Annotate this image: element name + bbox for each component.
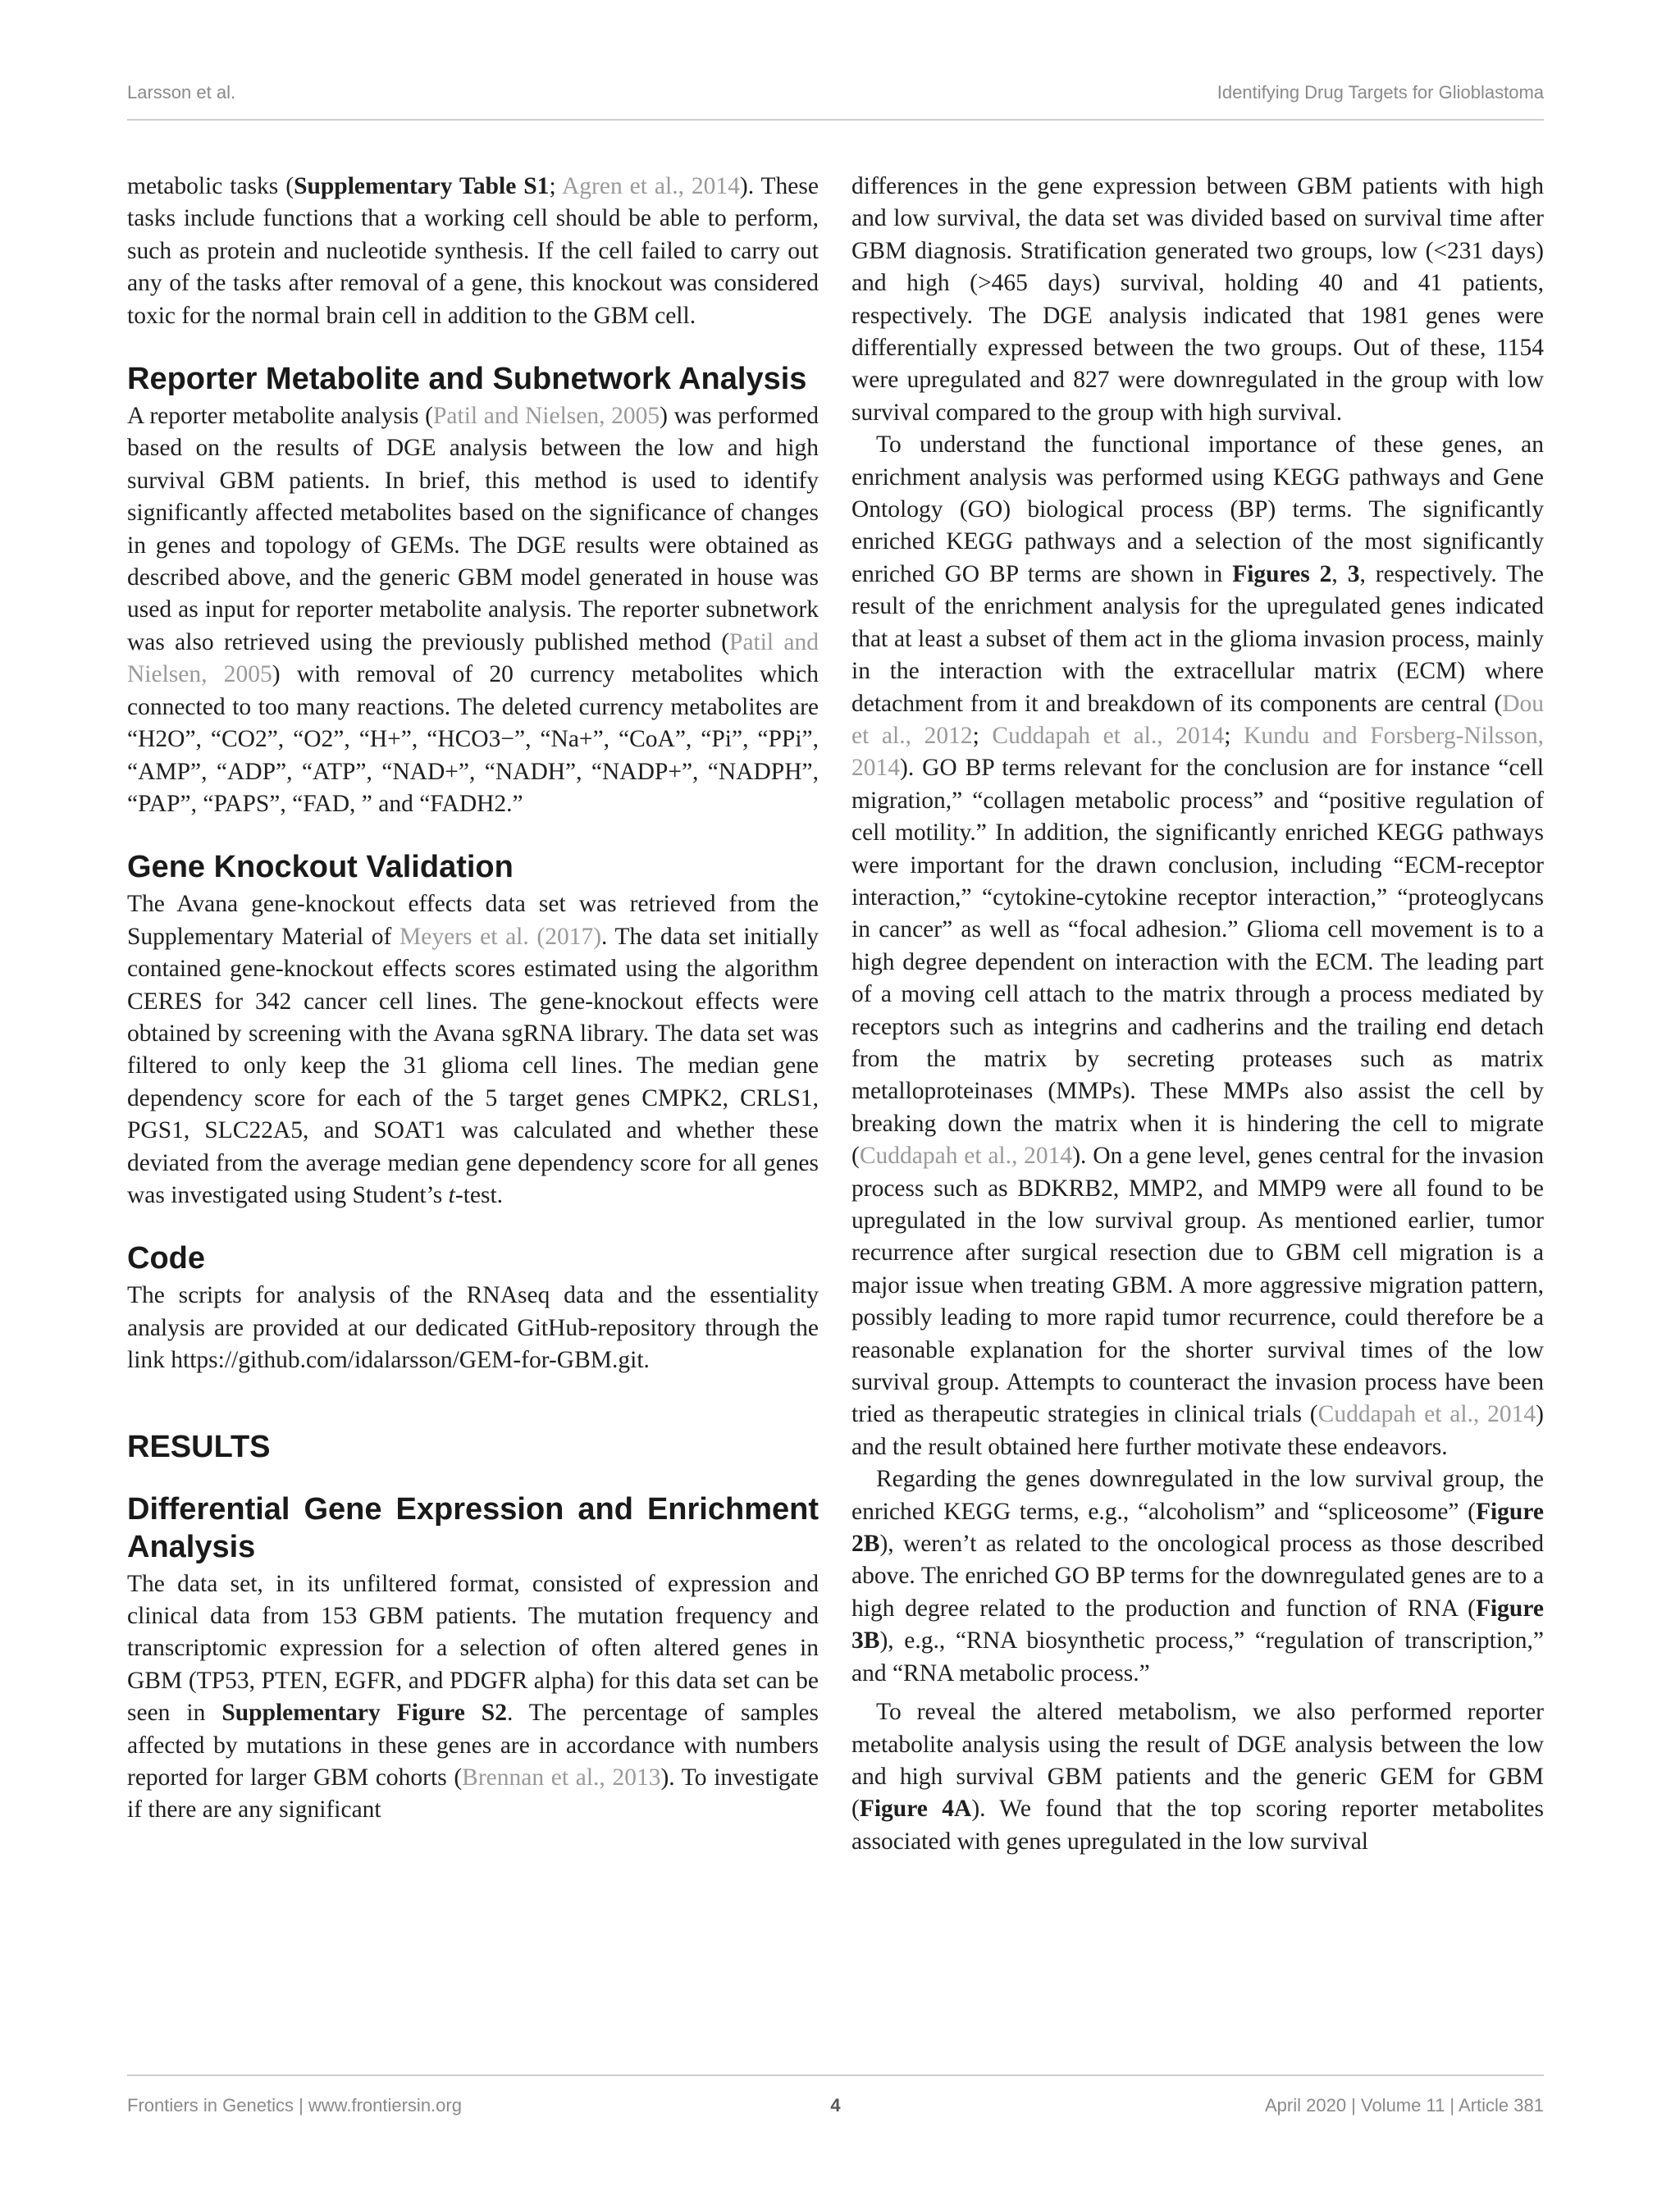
- github-link[interactable]: https://github.com/idalarsson/GEM-for-GBM.git: [171, 1347, 644, 1374]
- paragraph: The Avana gene-knockout effects data set was retrieved from the Supplementary Material of Meyers et al. (2017). The data set initially contained gene-knockout effects scores estimated using the algorithm CERES for 342 cancer cell lines. The gene-knockout effects were obtained by screening with the Avana sgRNA library. The data set was filtered to only keep the 31 glioma cell lines. The median gene dependency score for each of the 5 target genes CMPK2, CRLS1, PGS1, SLC22A5, and SOAT1 was calculated and whether these deviated from the average median gene dependency score for all genes was investigated using Student’s t-test.: [127, 891, 819, 1208]
- paragraph: differences in the gene expression between GBM patients with high and low survival, the data set was divided based on survival time after GBM diagnosis. Stratification generated two groups, low (<231 days) and high (>465 days) survival, holding 40 and 41 patients, respectively. The DGE analysis indicated that 1981 genes were differentially expressed between the two groups. Out of these, 1154 were upregulated and 827 were downregulated in the group with low survival compared to the group with high survival.: [851, 173, 1544, 426]
- header-rule: [127, 119, 1544, 121]
- paragraph: metabolic tasks (Supplementary Table S1; Agren et al., 2014). These tasks include functions that a working cell should be able to perform, such as protein and nucleotide synthesis. If the cell failed to carry out any of the tasks after removal of a gene, this knockout was considered toxic for the normal brain cell in addition to the GBM cell.: [127, 173, 819, 329]
- section-heading-knockout: Gene Knockout Validation: [127, 850, 514, 885]
- citation-link[interactable]: Patil and Nielsen, 2005: [433, 403, 660, 430]
- figure-ref[interactable]: Figures 2: [1232, 560, 1332, 587]
- figure-ref[interactable]: 3: [1347, 560, 1360, 587]
- paragraph: The scripts for analysis of the RNAseq data and the essentiality analysis are provided at our dedicated GitHub-repository through the link https://github.com/idalarsson/GEM-for-GBM.git.: [127, 1282, 819, 1374]
- header-authors: Larsson et al.: [127, 82, 236, 103]
- footer-journal[interactable]: Frontiers in Genetics | www.frontiersin.org: [127, 2095, 462, 2116]
- citation-link[interactable]: Cuddapah et al., 2014: [992, 722, 1225, 749]
- citation-link[interactable]: Brennan et al., 2013: [462, 1764, 661, 1791]
- paragraph: To understand the functional importance of these genes, an enrichment analysis was performed using KEGG pathways and Gene Ontology (GO) biological process (BP) terms. The significantly enriched KEGG pathways and a selection of the most significantly enriched GO BP terms are shown in Figures 2, 3, respectively. The result of the enrichment analysis for the upregulated genes indicated that at least a subset of them act in the glioma invasion process, mainly in the interaction with the extracellular matrix (ECM) where detachment from it and breakdown of its components are central (Dou et al., 2012; Cuddapah et al., 2014; Kundu and Forsberg-Nilsson, 2014). GO BP terms relevant for the conclusion are for instance “cell migration,” “collagen metabolic process” and “positive regulation of cell motility.” In addition, the significantly enriched KEGG pathways were important for the drawn conclusion, including “ECM-receptor interaction,” “cytokine-cytokine receptor interaction,” “proteoglycans in cancer” as well as “focal adhesion.” Glioma cell movement is to a high degree dependent on interaction with the ECM. The leading part of a moving cell attach to the matrix through a process mediated by receptors such as integrins and cadherins and the trailing end detach from the matrix by secreting proteases such as matrix metalloproteinases (MMPs). These MMPs also assist the cell by breaking down the matrix when it is hindering the cell to migrate (Cuddapah et al., 2014). On a gene level, genes central for the invasion process such as BDKRB2, MMP2, and MMP9 were all found to be upregulated in the low survival group. As mentioned earlier, tumor recurrence after surgical resection due to GBM cell migration is a major issue when treating GBM. A more aggressive migration pattern, possibly leading to more rapid tumor recurrence, could therefore be a reasonable explanation for the shorter survival times of the low survival group. Attempts to counteract the invasion process have been tried as therapeutic strategies in clinical trials (Cuddapah et al., 2014) and the result obtained here further motivate these endeavors.: [851, 431, 1544, 1460]
- paragraph: Regarding the genes downregulated in the low survival group, the enriched KEGG terms, e.g., “alcoholism” and “spliceosome” (Figure 2B), weren’t as related to the oncological process as those described above. The enriched GO BP terms for the downregulated genes are to a high degree related to the production and function of RNA (Figure 3B), e.g., “RNA biosynthetic process,” “regulation of transcription,” and “RNA metabolic process.”: [851, 1466, 1544, 1687]
- section-heading-reporter: Reporter Metabolite and Subnetwork Analysis: [127, 362, 807, 397]
- header-title: Identifying Drug Targets for Glioblastoma: [1217, 82, 1544, 103]
- figure-ref[interactable]: Figure 2B: [851, 1498, 1544, 1558]
- running-header: [127, 82, 1544, 108]
- section-heading-dge: Differential Gene Expression and Enrichment Analysis: [127, 1491, 819, 1564]
- citation-link[interactable]: Dou et al., 2012: [851, 690, 1544, 749]
- running-footer: [127, 2095, 1544, 2121]
- supp-figure-ref[interactable]: Supplementary Figure S2: [221, 1700, 507, 1727]
- supp-table-ref[interactable]: Supplementary Table S1: [294, 173, 550, 199]
- page-number: 4: [830, 2095, 841, 2116]
- left-column: [127, 171, 819, 1827]
- citation-link[interactable]: Patil and Nielsen, 2005: [127, 628, 819, 688]
- figure-ref[interactable]: Figure 4A: [859, 1796, 972, 1823]
- figure-ref[interactable]: Figure 3B: [851, 1595, 1544, 1655]
- right-column: [851, 171, 1544, 1858]
- footer-rule: [127, 2074, 1544, 2076]
- citation-link[interactable]: Agren et al., 2014: [561, 173, 740, 199]
- section-heading-code: Code: [127, 1241, 205, 1276]
- citation-link[interactable]: Cuddapah et al., 2014: [1317, 1401, 1536, 1428]
- footer-issue: April 2020 | Volume 11 | Article 381: [1264, 2095, 1544, 2116]
- citation-link[interactable]: Meyers et al. (2017): [399, 923, 602, 950]
- paragraph: The data set, in its unfiltered format, consisted of expression and clinical data from 153 GBM patients. The mutation frequency and transcriptomic expression for a selection of often altered genes in GBM (TP53, PTEN, EGFR, and PDGFR alpha) for this data set can be seen in Supplementary Figure S2. The percentage of samples affected by mutations in these genes are in accordance with numbers reported for larger GBM cohorts (Brennan et al., 2013). To investigate if there are any significant: [127, 1570, 819, 1823]
- paragraph: To reveal the altered metabolism, we also performed reporter metabolite analysis using the result of DGE analysis between the low and high survival GBM patients and the generic GEM for GBM (Figure 4A). We found that the top scoring reporter metabolites associated with genes upregulated in the low survival: [851, 1699, 1544, 1855]
- paragraph: A reporter metabolite analysis (Patil and Nielsen, 2005) was performed based on the results of DGE analysis between the low and high survival GBM patients. In brief, this method is used to identify significantly affected metabolites based on the significance of changes in genes and topology of GEMs. The DGE results were obtained as described above, and the generic GBM model generated in house was used as input for reporter metabolite analysis. The reporter subnetwork was also retrieved using the previously published method (Patil and Nielsen, 2005) with removal of 20 currency metabolites which connected to too many reactions. The deleted currency metabolites are “H2O”, “CO2”, “O2”, “H+”, “HCO3−”, “Na+”, “CoA”, “Pi”, “PPi”, “AMP”, “ADP”, “ATP”, “NAD+”, “NADH”, “NADP+”, “NADPH”, “PAP”, “PAPS”, “FAD, ” and “FADH2.”: [127, 403, 819, 817]
- citation-link[interactable]: Kundu and Forsberg-Nilsson, 2014: [851, 722, 1544, 782]
- citation-link[interactable]: Cuddapah et al., 2014: [859, 1143, 1073, 1170]
- section-heading-results: RESULTS: [127, 1429, 271, 1464]
